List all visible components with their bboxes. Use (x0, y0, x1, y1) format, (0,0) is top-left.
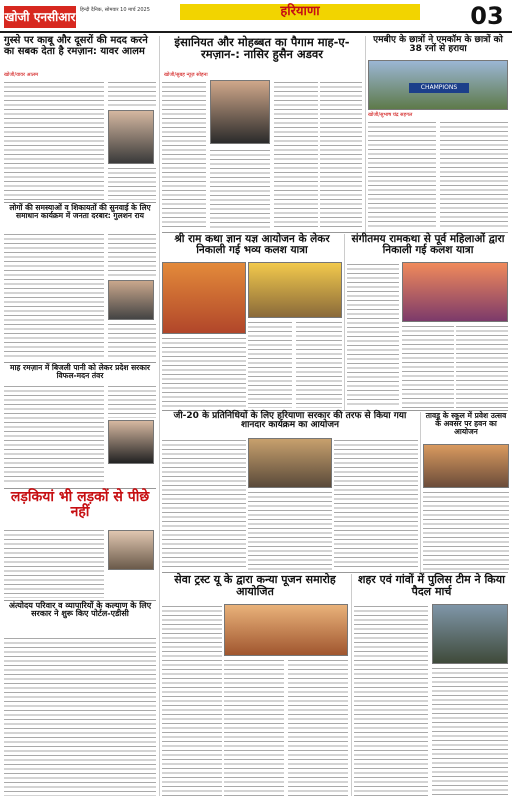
article-body (334, 438, 418, 570)
event-photo (402, 262, 508, 322)
article-body (108, 166, 156, 200)
event-photo (162, 262, 246, 334)
article-body (4, 384, 104, 484)
article-body (320, 80, 362, 230)
article-body (456, 324, 508, 408)
article-headline: जी-20 के प्रतिनिधियों के लिए हरियाणा सरकार की तरफ से किया गया शानदार कार्यक्रम का आयोजन (173, 411, 407, 431)
article-headline: शहर एवं गांवों में पुलिस टीम ने किया पैदल मार्च (357, 573, 505, 598)
article-body (402, 324, 454, 408)
header-rule (0, 31, 512, 33)
article-body (347, 262, 399, 408)
newspaper-logo: खोजी एनसीआर (4, 6, 76, 28)
issue-info: हिन्दी दैनिक, सोमवार 10 मार्च 2025 (80, 7, 150, 13)
event-photo (423, 444, 509, 488)
team-photo (368, 60, 508, 110)
portrait-photo (210, 80, 270, 144)
article-body (108, 232, 156, 278)
article-headline: तावडू के स्कूल में प्रवेश उत्सव के अवसर पर हवन का आयोजन (425, 411, 507, 436)
article-body (354, 604, 428, 796)
masthead (0, 0, 512, 34)
article-body (108, 80, 156, 108)
article-body (108, 322, 156, 360)
article-body (210, 148, 270, 230)
portrait-photo (108, 420, 154, 464)
article-headline: माह रमज़ान में बिजली पानी को लेकर प्रदेश सरकार विफल-मदन तंवर (9, 363, 150, 380)
article-body (248, 490, 332, 570)
article-headline: संगीतमय रामकथा से पूर्व महिलाओं द्वारा निकाली गई कलश यात्रा (351, 233, 505, 257)
article-body (288, 658, 348, 796)
article-body (274, 80, 318, 230)
article-body (423, 490, 509, 570)
event-photo (248, 438, 332, 488)
article-headline: गुस्से पर काबू और दूसरों की मदद करने का सबक देता है रमज़ान: यावर आलम (4, 35, 148, 57)
article-headline: अंत्योदय परिवार व व्यापारियों के कल्याण के लिए सरकार ने शुरू किए पोर्टल-एडीसी (8, 601, 152, 619)
article-body (368, 120, 436, 230)
article-body (4, 80, 104, 200)
article-body (248, 320, 292, 408)
champions-banner: CHAMPIONS (409, 83, 469, 93)
article-body (162, 336, 246, 408)
portrait-photo (108, 280, 154, 320)
article-headline: इंसानियत और मोहब्बत का पैगाम माह-ए-रमज़ान-: नासिर हुसैन अडवर (174, 35, 350, 62)
article-body (296, 320, 342, 408)
article-headline: सेवा ट्रस्ट यू के द्वारा कन्या पूजन समारोह आयोजित (174, 573, 336, 598)
article-body (224, 658, 284, 796)
article-headline: लोगों की समस्याओं व शिकायतों की सुनवाई के लिए समाधान कार्यक्रम में जनता दरबार: गुलशन राय (9, 203, 151, 220)
section-title: हरियाणा (180, 4, 420, 20)
article-byline: खोजी/सुबह न्यूज़ सोहना (164, 72, 208, 78)
article-body (4, 636, 156, 796)
page-number: 03 (470, 2, 504, 30)
police-march-photo (432, 604, 508, 664)
article-body (162, 80, 206, 230)
article-headline: एमबीए के छात्रों ने एमकॉम के छात्रों को 38 रनों से हराया (373, 35, 503, 55)
event-photo (248, 262, 342, 318)
article-headline: लड़कियां भी लड़कों से पीछे नहीं (10, 489, 150, 520)
article-body (162, 438, 246, 570)
portrait-photo (108, 530, 154, 570)
portrait-photo (108, 110, 154, 164)
article-body (162, 604, 222, 796)
article-body (4, 232, 104, 360)
event-photo (224, 604, 348, 656)
article-byline: खोजी/सुभाष चंद्र सहगल (368, 112, 413, 118)
article-headline: श्री राम कथा ज्ञान यज्ञ आयोजन के लेकर निकाली गई भव्य कलश यात्रा (174, 233, 330, 257)
article-body (440, 120, 508, 230)
article-body (108, 384, 156, 418)
article-byline: खोजी/यावर आलम (4, 72, 39, 78)
article-body (432, 666, 508, 796)
article-body (4, 528, 104, 598)
